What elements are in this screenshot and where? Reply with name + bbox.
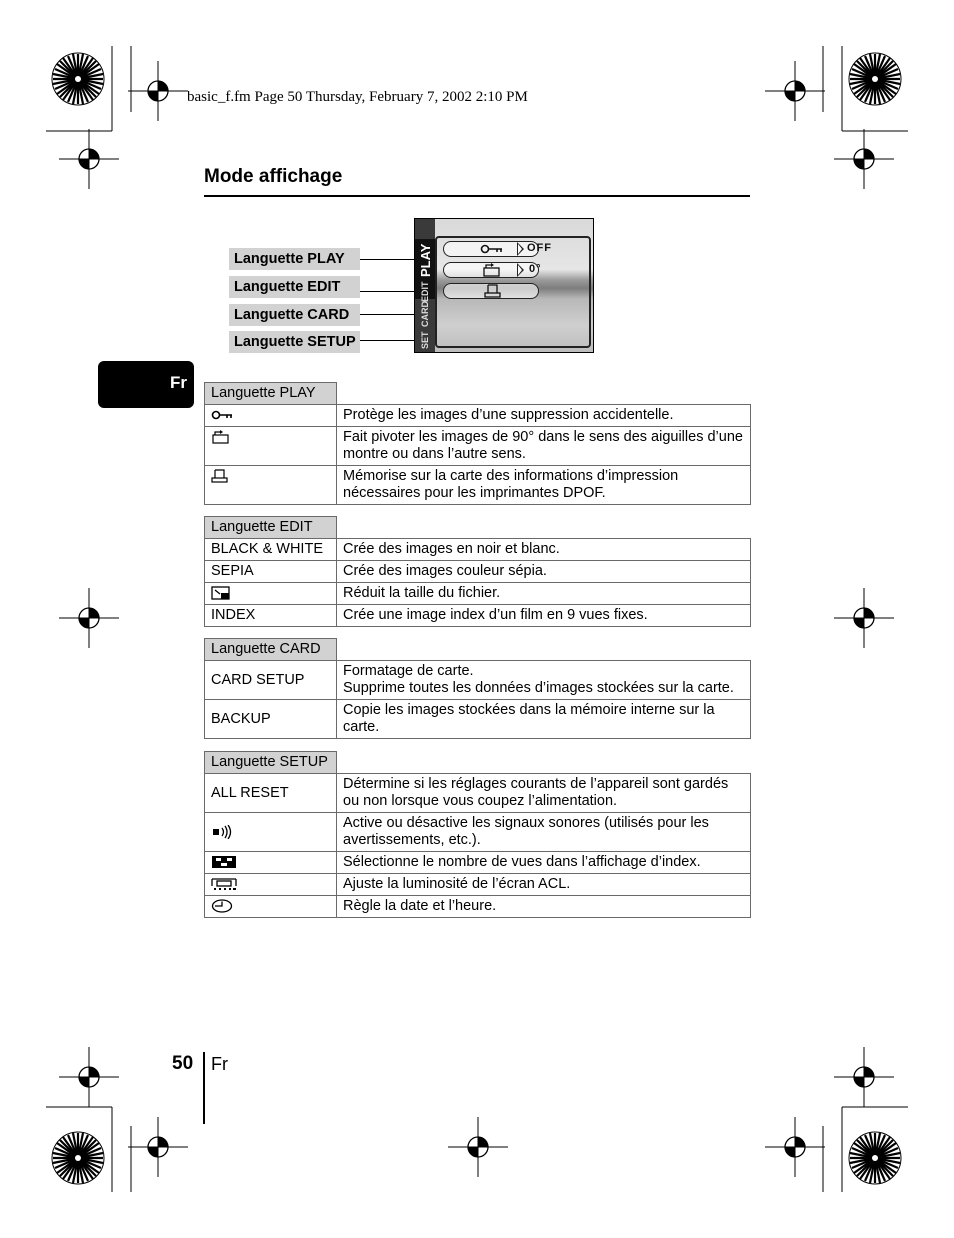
- setup-row-2-desc: Active ou désactive les signaux sonores (utilisés pour les avertissements, etc.).: [337, 813, 751, 852]
- language-tab-label: Fr: [170, 373, 187, 392]
- table-row: [205, 427, 751, 466]
- clock-icon: [211, 899, 233, 913]
- play-table-header: Languette PLAY: [205, 383, 337, 405]
- table-row: [205, 561, 751, 583]
- card-table: [204, 638, 751, 739]
- setup-table-header: Languette SETUP: [205, 752, 337, 774]
- table-row: [205, 700, 751, 739]
- card-row-2-desc: Copie les images stockées dans la mémoire interne sur la carte.: [337, 700, 751, 739]
- edit-row-1-label: BLACK & WHITE: [205, 539, 337, 561]
- screen-value-protect: OFF: [527, 242, 552, 254]
- beep-icon: [211, 825, 235, 839]
- leader-line-edit: [360, 291, 416, 292]
- resize-icon: [211, 586, 231, 600]
- title-rule: [204, 195, 750, 197]
- leader-line-setup: [360, 340, 416, 341]
- table-row: [205, 661, 751, 700]
- monitor-brightness-icon: [211, 877, 237, 891]
- file-header: basic_f.fm Page 50 Thursday, February 7, 2002 2:10 PM: [187, 89, 528, 105]
- setup-row-4-desc: Ajuste la luminosité de l’écran ACL.: [337, 874, 751, 896]
- edit-row-3-desc: Réduit la taille du fichier.: [337, 583, 751, 605]
- table-row: [205, 852, 751, 874]
- camera-screen: [414, 218, 594, 353]
- table-row: [205, 774, 751, 813]
- play-row-2-desc: Fait pivoter les images de 90° dans le sens des aiguilles d’une montre ou dans l’autre sens.: [337, 427, 751, 466]
- table-row: [205, 813, 751, 852]
- table-row: [205, 583, 751, 605]
- print-icon: [211, 468, 229, 484]
- page-number-divider: [203, 1052, 205, 1124]
- play-table: [204, 382, 751, 505]
- table-row: [205, 874, 751, 896]
- leader-line-card: [360, 314, 416, 315]
- edit-table-header: Languette EDIT: [205, 517, 337, 539]
- index-grid-icon: [211, 855, 237, 869]
- edit-row-2-label: SEPIA: [205, 561, 337, 583]
- card-row-1-desc-line-1: Formatage de carte.: [343, 663, 474, 679]
- table-row: [205, 539, 751, 561]
- play-row-1-desc: Protège les images d’une suppression accidentelle.: [337, 405, 751, 427]
- callout-play: Languette PLAY: [229, 248, 360, 270]
- page-language: Fr: [211, 1054, 228, 1074]
- screen-menu-print: [443, 283, 539, 299]
- callout-card: Languette CARD: [229, 304, 360, 326]
- callout-setup: Languette SETUP: [229, 331, 360, 353]
- card-row-1-desc-line-2: Supprime toutes les données d’images stockées sur la carte.: [343, 680, 734, 696]
- setup-row-5-desc: Règle la date et l’heure.: [337, 896, 751, 918]
- screen-tab-edit: EDIT: [420, 281, 430, 302]
- edit-row-4-label: INDEX: [205, 605, 337, 627]
- card-row-1-desc: [337, 661, 751, 700]
- protect-icon: [480, 244, 506, 254]
- card-row-2-label: BACKUP: [205, 700, 337, 739]
- edit-row-4-desc: Crée une image index d’un film en 9 vues fixes.: [337, 605, 751, 627]
- rotate-icon: [211, 429, 231, 445]
- play-row-3-desc: Mémorise sur la carte des informations d’impression nécessaires pour les imprimantes DPOF.: [337, 466, 751, 505]
- setup-row-1-label: ALL RESET: [205, 774, 337, 813]
- section-title: Mode affichage: [204, 166, 343, 187]
- screen-menu-rotate: [443, 262, 539, 278]
- card-table-header: Languette CARD: [205, 639, 337, 661]
- table-row: [205, 466, 751, 505]
- setup-row-1-desc: Détermine si les réglages courants de l’appareil sont gardés ou non lorsque vous coupez l’alimentation.: [337, 774, 751, 813]
- callout-edit: Languette EDIT: [229, 276, 360, 298]
- protect-icon: [211, 410, 235, 420]
- page-number: 50: [172, 1053, 194, 1074]
- table-row: [205, 896, 751, 918]
- language-tab: [98, 361, 194, 408]
- edit-row-1-desc: Crée des images en noir et blanc.: [337, 539, 751, 561]
- edit-row-2-desc: Crée des images couleur sépia.: [337, 561, 751, 583]
- print-icon: [484, 284, 502, 298]
- edit-table: [204, 516, 751, 627]
- setup-row-3-desc: Sélectionne le nombre de vues dans l’affichage d’index.: [337, 852, 751, 874]
- table-row: [205, 605, 751, 627]
- screen-tab-set: SET: [420, 331, 430, 349]
- screen-menu-protect: [443, 241, 539, 257]
- table-row: [205, 405, 751, 427]
- card-row-1-label: CARD SETUP: [205, 661, 337, 700]
- screen-tab-card: CARD: [420, 301, 430, 327]
- rotate-icon: [482, 263, 502, 277]
- leader-line-play: [360, 259, 416, 260]
- screen-value-rotate: 0°: [529, 263, 542, 275]
- setup-table: [204, 751, 751, 918]
- screen-tab-play: PLAY: [418, 243, 433, 277]
